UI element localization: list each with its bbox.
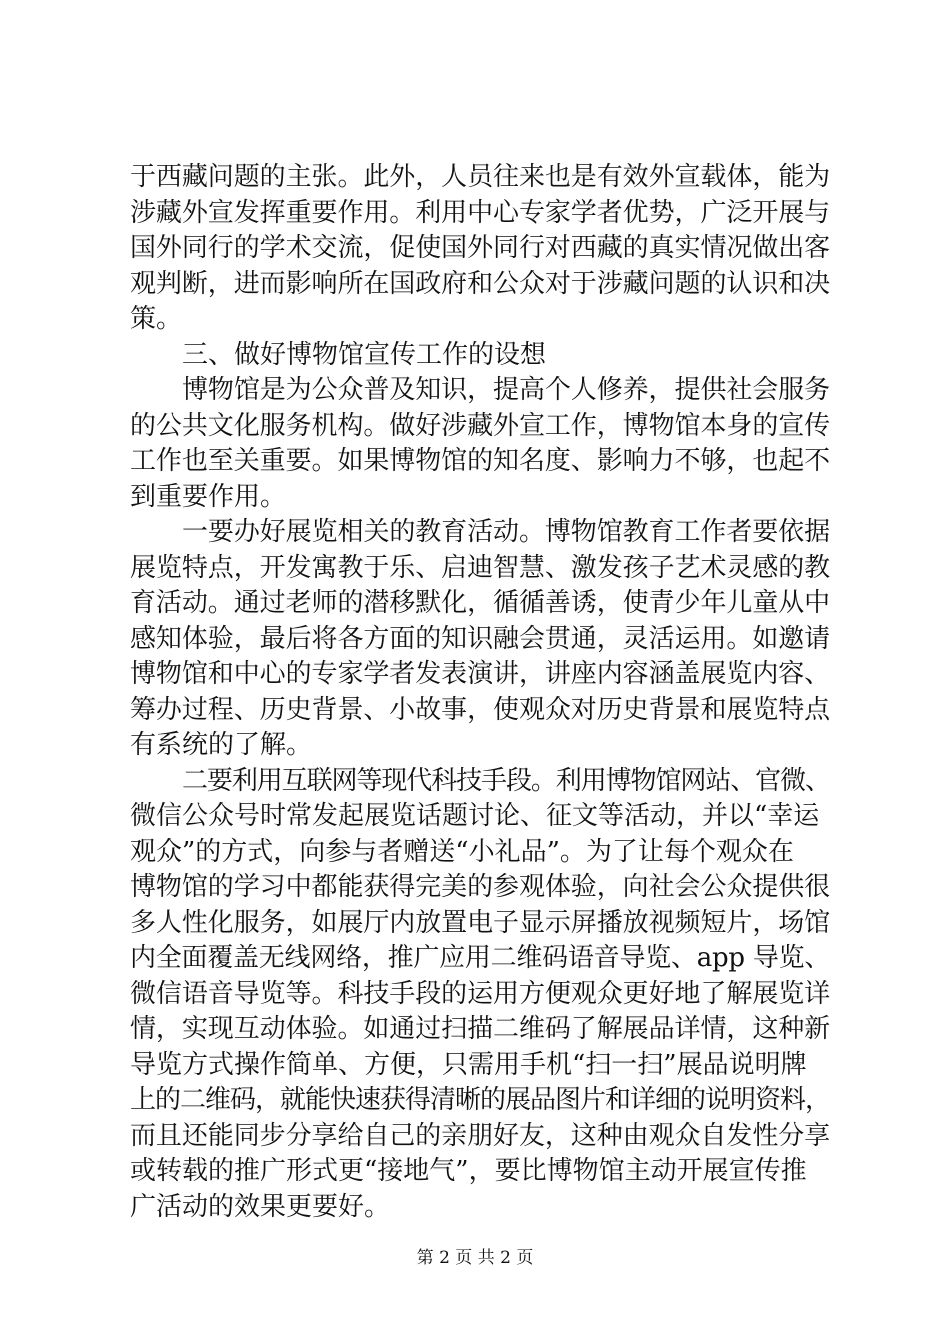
text-line: 微信公众号时常发起展览话题讨论、征文等活动，并以“幸运 [130,801,820,831]
text-line: 导览方式操作简单、方便，只需用手机“扫一扫”展品说明牌 [130,1049,807,1080]
text-line: 而且还能同步分享给自己的亲朋好友，这种由观众自发性分享 [130,1120,831,1151]
text-line: 策。 [130,304,183,334]
text-line: 到重要作用。 [130,481,287,512]
text-line: 观众”的方式，向参与者赠送“小礼品”。为了让每个观众在 [130,836,794,867]
text-line: 工作也至关重要。如果博物馆的知名度、影响力不够，也起不 [130,446,831,476]
text-line: 微信语音导览等。科技手段的运用方便观众更好地了解展览详 [130,978,831,1009]
text-line: 情，实现互动体验。如通过扫描二维码了解展品详情，这种新 [130,1014,831,1044]
text-line: 展览特点，开发寓教于乐、启迪智慧、激发孩子艺术灵感的教 [130,552,831,583]
page-number: 第 2 页 共 2 页 [416,1248,534,1268]
document-body [130,160,830,1225]
page-footer [0,1243,950,1268]
text-line: 国外同行的学术交流，促使国外同行对西藏的真实情况做出客 [130,233,831,263]
text-line: 感知体验，最后将各方面的知识融会贯通，灵活运用。如邀请 [130,623,831,654]
text-line: 筹办过程、历史背景、小故事，使观众对历史背景和展览特点 [130,694,831,725]
text-line: 二要利用互联网等现代科技手段。利用博物馆网站、官微、 [182,765,830,796]
text-line: 有系统的了解。 [130,730,313,760]
text-line: 多人性化服务，如展厅内放置电子显示屏播放视频短片，场馆 [130,907,831,938]
text-line: 观判断，进而影响所在国政府和公众对于涉藏问题的认识和决 [130,268,831,299]
text-line: 广活动的效果更要好。 [130,1191,391,1222]
text-line: 或转载的推广形式更“接地气”，要比博物馆主动开展宣传推 [130,1156,807,1186]
text-line: 博物馆和中心的专家学者发表演讲，讲座内容涵盖展览内容、 [130,659,831,689]
text-line: 的公共文化服务机构。做好涉藏外宣工作，博物馆本身的宣传 [130,410,831,441]
text-line: 上的二维码，就能快速获得清晰的展品图片和详细的说明资料， [130,1085,831,1115]
section-heading: 三、做好博物馆宣传工作的设想 [182,339,547,370]
text-line: 一要办好展览相关的教育活动。博物馆教育工作者要依据 [182,517,831,547]
text-line: 于西藏问题的主张。此外，人员往来也是有效外宣载体，能为 [130,162,831,192]
text-line: 涉藏外宣发挥重要作用。利用中心专家学者优势，广泛开展与 [130,197,831,228]
text-line: 育活动。通过老师的潜移默化，循循善诱，使青少年儿童从中 [130,588,831,618]
text-line: 博物馆的学习中都能获得完美的参观体验，向社会公众提供很 [130,872,831,902]
text-line: 博物馆是为公众普及知识，提高个人修养，提供社会服务 [182,375,831,405]
text-line: 内全面覆盖无线网络，推广应用二维码语音导览、app 导览、 [130,943,831,973]
